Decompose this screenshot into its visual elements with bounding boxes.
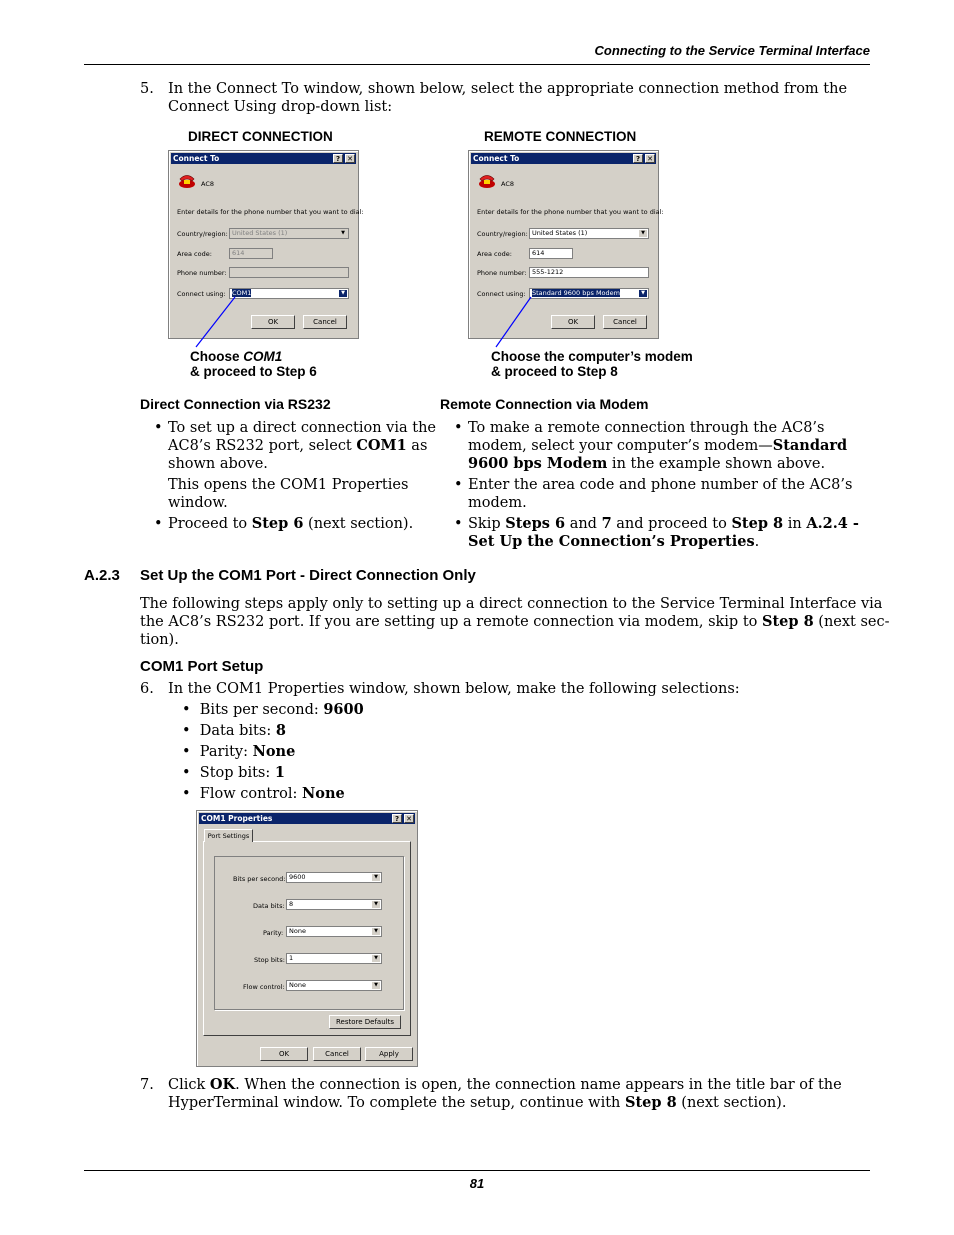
connect-using-select[interactable]: COM1 ▼ (229, 288, 349, 299)
dialog-title: Connect To (473, 154, 520, 163)
tab-panel (203, 841, 411, 1036)
dropdown-arrow-icon: ▼ (372, 901, 380, 908)
step-5-line2: Connect Using drop-down list: (168, 99, 393, 115)
dropdown-arrow-icon: ▼ (339, 230, 347, 237)
connection-name: AC8 (501, 180, 515, 188)
close-button[interactable]: ✕ (645, 154, 655, 163)
step-6-list (182, 701, 364, 806)
page-number: 81 (469, 1176, 485, 1191)
step-5-line1: In the Connect To window, shown below, select the appropriate connection method from the (168, 81, 848, 97)
section-paragraph: The following steps apply only to setting up a direct connection to the Service Terminal Interface via the AC8’s RS232 port. If you are setting up a remote connection via modem, skip to Step 8 (next sec- tion). (140, 596, 890, 648)
list-item: • Bits per second: 9600 (182, 701, 364, 718)
cancel-button[interactable]: Cancel (303, 315, 347, 329)
section-number: A.2.3 (84, 567, 120, 584)
direct-callout: Choose COM1 & proceed to Step 6 (190, 349, 317, 379)
help-button[interactable]: ? (333, 154, 343, 163)
section-title: Set Up the COM1 Port - Direct Connection Only (140, 567, 476, 584)
parity-label: Parity: (263, 929, 284, 937)
ok-button[interactable]: OK (251, 315, 295, 329)
area-code-label: Area code: (177, 250, 212, 258)
stop-bits-select[interactable]: 1 ▼ (286, 953, 382, 964)
running-header: Connecting to the Service Terminal Interface (594, 43, 870, 58)
com1-port-setup-heading: COM1 Port Setup (140, 658, 264, 675)
dialog-title: COM1 Properties (201, 814, 273, 823)
data-bits-label: Data bits: (253, 902, 285, 910)
connect-using-label: Connect using: (477, 290, 526, 298)
list-item: • Data bits: 8 (182, 722, 286, 739)
close-button[interactable]: ✕ (404, 814, 414, 823)
restore-defaults-button[interactable]: Restore Defaults (329, 1015, 401, 1029)
list-item: • Stop bits: 1 (182, 764, 285, 781)
close-button[interactable]: ✕ (345, 154, 355, 163)
step-7-text: Click OK. When the connection is open, the connection name appears in the title bar of the HyperTerminal window. To complete the setup, continue with Step 8 (next section). (168, 1076, 842, 1111)
dropdown-arrow-icon: ▼ (372, 982, 380, 989)
bullet-icon: • (182, 786, 191, 802)
bits-per-second-label: Bits per second: (233, 875, 286, 883)
dropdown-arrow-icon: ▼ (639, 230, 647, 237)
area-code-input[interactable]: 614 (529, 248, 573, 259)
list-item: • Parity: None (182, 743, 296, 760)
step-7-number: 7. (140, 1077, 154, 1093)
country-label: Country/region: (477, 230, 528, 238)
footer-rule (84, 1170, 870, 1171)
connect-using-select[interactable]: Standard 9600 bps Modem ▼ (529, 288, 649, 299)
bullet-icon: • (454, 420, 463, 436)
connect-using-label: Connect using: (177, 290, 226, 298)
area-code-input[interactable]: 614 (229, 248, 273, 259)
help-button[interactable]: ? (633, 154, 643, 163)
cancel-button[interactable]: Cancel (603, 315, 647, 329)
step-5-number: 5. (140, 81, 154, 97)
area-code-label: Area code: (477, 250, 512, 258)
direct-bullet-1-para: This opens the COM1 Properties window. (168, 477, 409, 511)
dial-prompt: Enter details for the phone number that you want to dial: (177, 208, 364, 216)
bullet-icon: • (182, 765, 191, 781)
direct-heading: Direct Connection via RS232 (140, 396, 331, 412)
remote-bullet-3: Skip Steps 6 and 7 and proceed to Step 8 in A.2.4 - Set Up the Connection’s Properties. (468, 515, 859, 550)
dropdown-arrow-icon: ▼ (372, 955, 380, 962)
bullet-icon: • (182, 723, 191, 739)
direct-bullet-2: Proceed to Step 6 (next section). (168, 515, 414, 532)
phone-number-input[interactable]: 555-1212 (529, 267, 649, 278)
dropdown-arrow-icon: ▼ (339, 290, 347, 297)
remote-heading: Remote Connection via Modem (440, 396, 649, 412)
bullet-icon: • (182, 702, 191, 718)
ok-button[interactable]: OK (551, 315, 595, 329)
tab-port-settings[interactable]: Port Settings (204, 829, 253, 842)
remote-callout: Choose the computer’s modem & proceed to Step 8 (491, 349, 693, 379)
connection-name: AC8 (201, 180, 215, 188)
step-6-number: 6. (140, 681, 154, 697)
country-label: Country/region: (177, 230, 228, 238)
bits-per-second-select[interactable]: 9600 ▼ (286, 872, 382, 883)
data-bits-select[interactable]: 8 ▼ (286, 899, 382, 910)
bullet-icon: • (454, 477, 463, 493)
dropdown-arrow-icon: ▼ (372, 874, 380, 881)
bullet-icon: • (182, 744, 191, 760)
ok-button[interactable]: OK (260, 1047, 308, 1061)
com1-properties-dialog (196, 810, 418, 1067)
dialog-titlebar (199, 813, 415, 824)
help-button[interactable]: ? (392, 814, 402, 823)
stop-bits-label: Stop bits: (254, 956, 285, 964)
remote-callout-line (496, 297, 531, 347)
step-6-text: In the COM1 Properties window, shown below, make the following selections: (168, 681, 740, 697)
apply-button[interactable]: Apply (365, 1047, 413, 1061)
list-item: • Flow control: None (182, 785, 345, 802)
dial-prompt: Enter details for the phone number that you want to dial: (477, 208, 664, 216)
bullet-icon: • (154, 516, 163, 532)
callout-pointer-lines (0, 0, 954, 400)
bullet-icon: • (454, 516, 463, 532)
bullet-icon: • (154, 420, 163, 436)
cancel-button[interactable]: Cancel (313, 1047, 361, 1061)
remote-bullet-1: To make a remote connection through the AC8’s modem, select your computer’s modem—Standard 9600 bps Modem in the example shown above. (468, 420, 848, 472)
remote-connection-caption: REMOTE CONNECTION (484, 129, 637, 144)
direct-callout-line (196, 297, 235, 347)
flow-control-select[interactable]: None ▼ (286, 980, 382, 991)
dialog-title: Connect To (173, 154, 220, 163)
parity-select[interactable]: None ▼ (286, 926, 382, 937)
flow-control-label: Flow control: (243, 983, 285, 991)
direct-bullet-1: To set up a direct connection via the AC8’s RS232 port, select COM1 as shown above. (168, 420, 437, 472)
dropdown-arrow-icon: ▼ (372, 928, 380, 935)
phone-number-label: Phone number: (177, 269, 227, 277)
dropdown-arrow-icon: ▼ (639, 290, 647, 297)
direct-connection-caption: DIRECT CONNECTION (188, 129, 333, 144)
country-select[interactable]: United States (1) ▼ (229, 228, 349, 239)
phone-number-label: Phone number: (477, 269, 527, 277)
country-select[interactable]: United States (1) ▼ (529, 228, 649, 239)
remote-bullet-2: Enter the area code and phone number of the AC8’s modem. (468, 477, 853, 511)
